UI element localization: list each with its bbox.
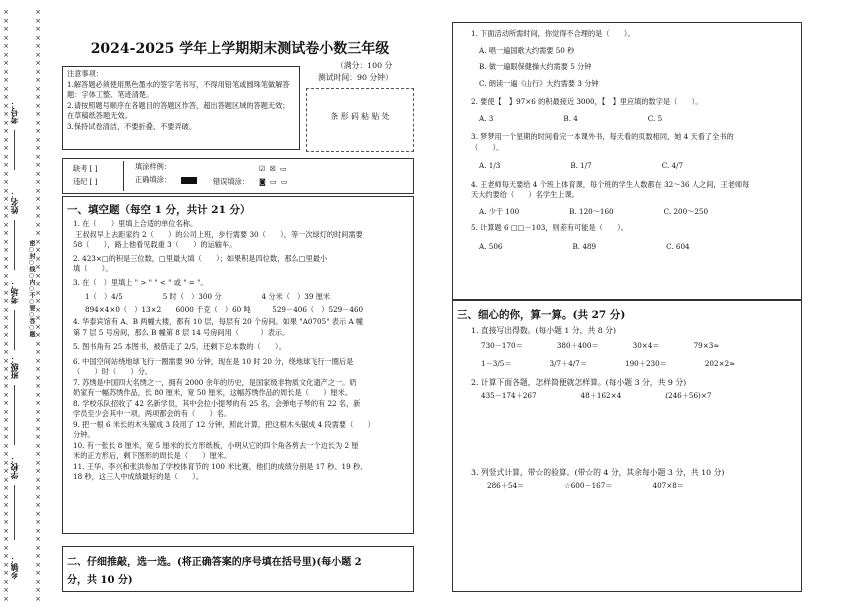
option: B. 489 [572,241,597,251]
right-choice-box [452,22,802,300]
option: B. 4 [563,113,578,123]
margin-label-class: 班级： [9,355,19,379]
calc-item: 435－174＋267 [481,391,537,400]
question-text: 1. 下面活动所需时间，你觉得不合理的是（ ）。 [471,29,635,38]
question-text: 填（ ）。 [73,264,113,273]
notice-item: 1.解答题必须使用黑色墨水的签字笔书写，不得用铅笔或圆珠笔做解答题：字体工整、笔迹清楚。 [67,79,290,99]
question-text: 2. 要使【 】97×6 的积最接近 3000，【 】里应填的数字是（ ）。 [471,97,703,106]
question-text: 分钟。 [73,430,95,439]
full-score: （满分：100 分 [336,61,393,70]
wrong-fill-sample-icons: ☑ ☒ ▭ [259,165,288,173]
part1-heading: 1. 直接写出得数。(每小题 1 分，共 8 分) [471,326,616,335]
question-text: 米的正方形后，剩下图形的周长是（ ）厘米。 [73,451,232,460]
option: A. 3 [479,113,494,123]
option: B. 做一遍眼保健操大约需要 5 分钟 [479,62,592,71]
section2-heading: 二、仔细推敲，选一选。(将正确答案的序号填在括号里)(每小题 2 [67,557,362,568]
absent-mark: 缺考 [ ] [73,164,98,173]
question-text: 7. 苏绣是中国四大名绣之一，拥有 2000 余年的历史，是国家级非物质文化遗产之一。奶 [73,377,357,387]
section3-heading: 三、细心的你，算一算。(共 27 分) [457,309,626,321]
question-text: 5. 计算题 6 □□－103，则差有可能是（ ）。 [471,223,628,232]
calc-item: 48＋162×4 [580,391,622,400]
seal-line-text: 密○封○线○内○不○要○答○题 [28,240,35,337]
question-text: 58（ ），路上他看见载重 3（ ）的运输车。 [73,240,237,249]
wrong-fill-sample-icons: ◙ ▭ ▭ [259,178,289,186]
question-text: 4. 华泰宾馆有 A、B 两幢大楼，都有 10 层，每层有 20 个房间。如果 "A0705" 表示 A 幢 [73,317,364,326]
question-text: 天大约要给（ ）名学生上课。 [471,190,579,199]
compare-item: 4 分米（ ）39 厘米 [261,292,331,301]
calc-item: 79×3≈ [693,341,720,350]
calc-item: 30×4＝ [632,341,660,350]
margin-label-exam-number: 考号： [9,100,19,124]
option: A. 唱一遍国歌大约需要 50 秒 [479,45,575,55]
calc-item: 380＋400＝ [556,341,599,350]
section1-heading: 一、填空题（每空 1 分，共计 21 分） [67,204,251,216]
calc-item: 202×2≈ [704,359,736,368]
option: B. 1/7 [570,161,592,170]
option: C. 604 [666,241,690,251]
question-text: 9. 把一根 6 米长的木头锯成 3 段用了 12 分钟，照此计算，把这根木头锯成 4 段需要（ ） [73,419,375,429]
calc-item: (246＋56)×7 [665,391,712,400]
compare-item: 5 时（ ）300 分 [162,292,222,301]
option: B. 120～160 [569,206,614,216]
calc-item: 1－3/5＝ [481,359,512,368]
correct-fill-sample [181,177,197,184]
notice-heading: 注意事项： [67,69,103,78]
margin-label-town: 乡镇： [9,555,19,579]
question-text: 5. 图书角有 25 本图书，被借走了 2/5，还剩下总本数的（ ）。 [73,342,286,351]
margin-x-column: × × × × × × × × × × × × × × × × × × × × × × × × × × × × × × × × × × × × × × × × × × × × × × × × × × × × × × × × × × × × × × × × × × × × × × [3,8,9,603]
wrong-fill-label: 错误填涂： [213,177,249,186]
question-text: （ ）。 [471,142,504,152]
option: C. 5 [647,113,663,123]
question-text: 10. 有一张长 8 厘米，宽 5 厘米的长方形纸板，小明从它的四个角各剪去一个边长为 2 厘 [73,440,359,450]
section-fill-blank [62,196,414,534]
compare-item: 1（ ）4/5 [85,292,123,301]
margin-label-room: 考场： [9,280,19,304]
question-text: 2. 423×□的积是三位数，□里最大填（ ）；如果积是四位数，那么□里最小 [73,253,328,263]
margin-label-name: 姓名： [9,190,19,214]
question-text: 学员至少会其中一项，两项都会的有（ ）名。 [73,409,232,418]
question-text: 王叔叔早上去距家约 2（ ）的公司上班，步行需要 30（ ），等一次绿灯的时间需要 [75,229,363,239]
question-text: 3. 在（ ）里填上 " > " " < " 或 " = "。 [73,277,208,287]
margin-label-school: 学校： [9,455,19,479]
barcode-label: 条 形 码 粘 贴 处 [330,112,390,121]
notice-box [62,66,300,150]
calc-item: 190＋230＝ [625,359,667,368]
page-title: 2024-2025 学年上学期期末测试卷小数三年级 [90,41,390,57]
question-text: （ ）时（ ）分。 [73,367,153,376]
part2-heading: 2. 计算下面各题，怎样简便就怎样算。(每小题 3 分，共 9 分) [471,378,687,387]
fill-sample-label: 填涂样例： [135,162,171,171]
calc-item: ☆600－167＝ [564,481,613,490]
question-text: 6. 中国空间站绕地球飞行一圈需要 90 分钟，现在是 10 时 20 分，绕地球飞行一圈后是 [73,356,354,366]
question-text: 11. 王华、李兴和张洪参加了学校体育节的 100 米比赛，他们的成绩分别是 17 秒、19 秒、 [73,461,368,471]
test-time: 测试时间：90 分钟） [318,73,393,82]
option: C. 4/7 [661,161,684,170]
discipline-mark: 违纪 [ ] [73,177,98,186]
calc-item: 286＋54＝ [487,481,525,490]
question-text: 18 秒，这三人中成绩最好的是（ ）。 [73,472,204,481]
question-text: 8. 学校乐队招收了 42 名新学员，其中会拉小提琴的有 25 名，会弹电子琴的有 22 名，新 [73,398,361,408]
question-text: 奶家有一幅苏绣作品，长 80 厘米，宽 50 厘米，这幅苏绣作品的周长是（ ）厘米。 [73,388,352,397]
section-calculate [452,300,802,592]
calc-item: 3/7＋4/7＝ [549,359,588,368]
question-text: 4. 王老师每天要给 4 个班上体育课，每个班的学生人数都在 32～36 人之间，王老师每 [471,179,750,189]
status-box [62,158,414,194]
notice-item: 3.保持试卷清洁，不要折叠、不要弄破。 [67,121,197,131]
question-text: 1. 在（ ）里填上合适的单位名称。 [73,219,198,228]
calc-item: 407×8＝ [652,481,685,490]
option: C. 朗读一遍《山行》大约需要 3 分钟 [479,78,599,88]
margin-x-column: × × × × × × × × × × × × × × × × × × × × × × × × × × × × × × × × × × × × × × × × × × × × × × × × × × × × × × × × × × × × × × × × × × × × × × [35,8,41,603]
option: A. 1/3 [479,161,501,170]
option: A. 少于 100 [479,206,520,216]
section-choice [62,546,414,592]
barcode-area [306,88,414,152]
question-text: 3. 梦梦用一个星期的时间看完一本课外书，每天看的页数相同，她 4 天看了全书的 [471,132,734,141]
correct-fill-label: 正确填涂： [135,175,171,184]
section2-heading-cont: 分，共 10 分) [67,575,133,586]
question-text: 第 7 层 5 号房间，那么 B 幢第 8 层 14 号房间用（ ）表示。 [73,327,290,337]
notice-item: 2.请按照题号顺序在各题目的答题区作答，超出答题区域的答题无效；在草稿纸答题无效。 [67,100,290,120]
part3-heading: 3. 列竖式计算，带☆的验算。(带☆的 4 分，其余每小题 3 分，共 10 分) [471,468,725,477]
option: C. 200～250 [663,206,709,216]
question-text: 894×4×0（ ）13×2 6000 千克（ ）60 吨 529－406（ ）529－460 [85,304,364,314]
calc-item: 730－170＝ [481,341,523,350]
option: A. 506 [479,241,503,251]
